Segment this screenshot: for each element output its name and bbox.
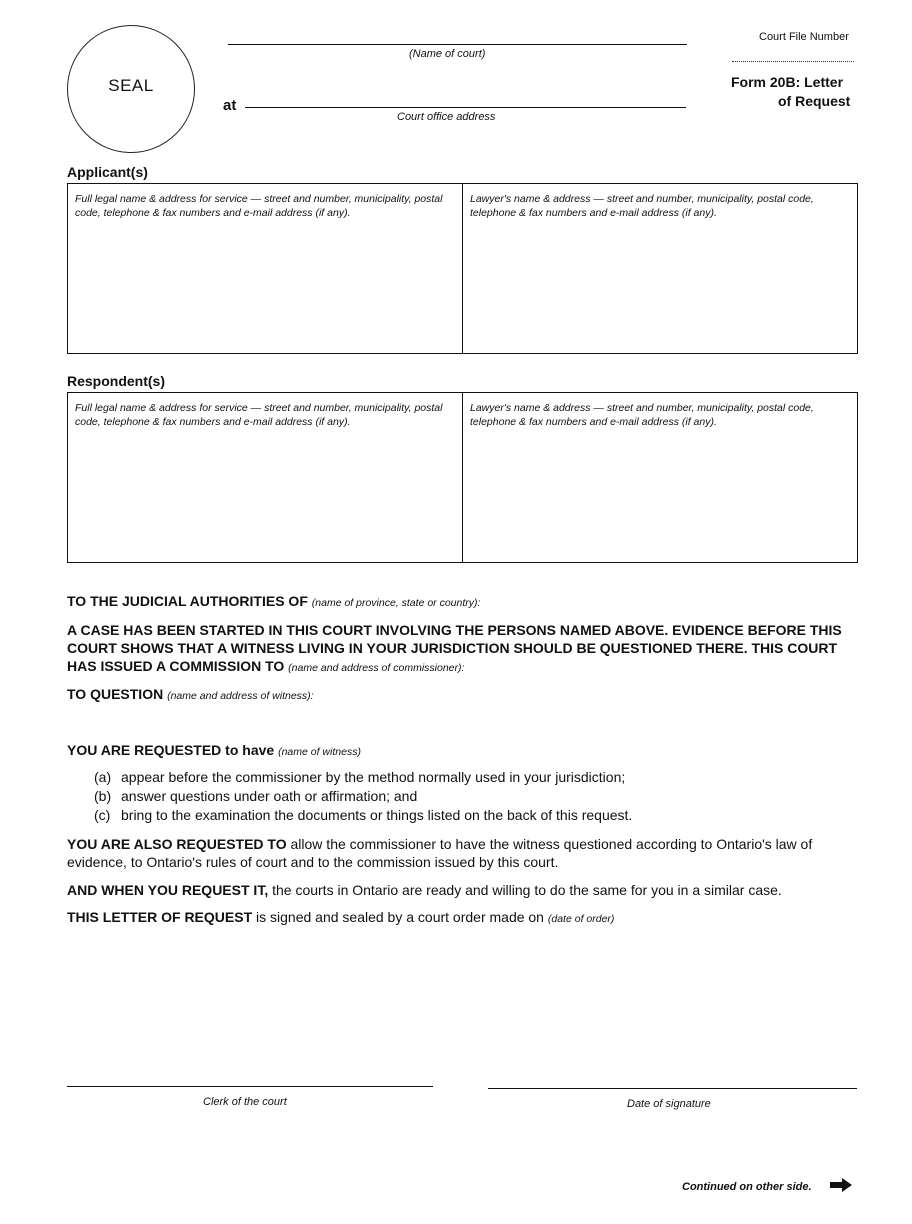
judicial-note: (name of province, state or country): <box>311 597 481 609</box>
requested-lead: YOU ARE REQUESTED to have <box>67 742 275 758</box>
respondent-address-field[interactable] <box>68 393 463 562</box>
court-name-caption: (Name of court) <box>409 48 486 60</box>
clerk-caption: Clerk of the court <box>203 1096 287 1108</box>
request-item-text: appear before the commissioner by the method normally used in your jurisdiction; <box>121 769 626 785</box>
form-title-line1: Form 20B: Letter <box>731 74 844 90</box>
respondent-lawyer-field[interactable] <box>463 393 857 562</box>
request-item-c <box>94 807 632 823</box>
applicant-address-field[interactable] <box>68 184 463 353</box>
also-requested-paragraph <box>67 835 862 871</box>
at-label: at <box>223 97 237 114</box>
court-office-line[interactable] <box>245 107 686 108</box>
applicant-lawyer-caption: Lawyer's name & address — street and number, municipality, postal code, telephone & fax numbers and e-mail address (if any). <box>470 193 814 219</box>
court-office-caption: Court office address <box>397 111 496 123</box>
respondents-title: Respondent(s) <box>67 373 165 389</box>
form-title-line2: of Request <box>778 93 851 109</box>
requested-line[interactable] <box>67 741 867 761</box>
request-item-label: (c) <box>94 807 111 823</box>
question-lead: TO QUESTION <box>67 686 164 702</box>
respondent-lawyer-caption: Lawyer's name & address — street and number, municipality, postal code, telephone & fax numbers and e-mail address (if any). <box>470 402 814 428</box>
also-lead: YOU ARE ALSO REQUESTED TO <box>67 836 287 852</box>
applicant-lawyer-field[interactable] <box>463 184 857 353</box>
case-paragraph[interactable] <box>67 621 859 677</box>
request-item-label: (a) <box>94 769 112 785</box>
seal-label: SEAL <box>108 76 154 95</box>
right-arrow-icon <box>830 1178 852 1197</box>
respondents-box <box>67 392 858 563</box>
request-item-b <box>94 788 417 804</box>
respondent-address-caption: Full legal name & address for service — street and number, municipality, postal code, telephone & fax numbers and e-mail address (if any). <box>75 402 443 428</box>
when-text: the courts in Ontario are ready and willing to do the same for you in a similar case. <box>272 882 782 898</box>
clerk-signature-line[interactable] <box>67 1086 433 1087</box>
request-item-a <box>94 769 625 785</box>
question-note: (name and address of witness): <box>167 690 314 702</box>
letter-text: is signed and sealed by a court order made on <box>256 909 544 925</box>
court-file-number-label: Court File Number <box>759 31 849 43</box>
court-file-number-field[interactable] <box>732 61 854 62</box>
date-signature-line[interactable] <box>488 1088 857 1089</box>
date-caption: Date of signature <box>627 1098 711 1110</box>
case-note: (name and address of commissioner): <box>288 662 465 674</box>
case-text: A CASE HAS BEEN STARTED IN THIS COURT INVOLVING THE PERSONS NAMED ABOVE. EVIDENCE BEFORE THIS COURT SHOWS THAT A WITNESS LIVING IN YOUR JURISDICTION SHOULD BE QUESTIONED THERE. THIS COURT HAS ISSUED A COMMISSION TO <box>67 622 842 674</box>
letter-note: (date of order) <box>547 913 615 925</box>
applicants-box <box>67 183 858 354</box>
request-item-label: (b) <box>94 788 112 804</box>
requested-note: (name of witness) <box>278 746 361 758</box>
seal-circle <box>67 25 195 153</box>
letter-lead: THIS LETTER OF REQUEST <box>67 909 253 925</box>
request-item-text: answer questions under oath or affirmation; and <box>121 788 418 804</box>
court-name-line[interactable] <box>228 44 687 45</box>
also-text: allow the commissioner to have the witness questioned according to Ontario's law of evidence, to Ontario's rules of court and to the commission issued by this court. <box>67 836 813 870</box>
when-lead: AND WHEN YOU REQUEST IT, <box>67 882 269 898</box>
applicant-address-caption: Full legal name & address for service — street and number, municipality, postal code, telephone & fax numbers and e-mail address (if any). <box>75 193 443 219</box>
when-request-paragraph <box>67 881 867 899</box>
letter-request-line[interactable] <box>67 908 867 928</box>
judicial-lead: TO THE JUDICIAL AUTHORITIES OF <box>67 593 308 609</box>
applicants-title: Applicant(s) <box>67 164 148 180</box>
question-line[interactable] <box>67 685 867 705</box>
continued-note: Continued on other side. <box>682 1181 812 1193</box>
request-item-text: bring to the examination the documents or things listed on the back of this request. <box>121 807 633 823</box>
judicial-authorities-line[interactable] <box>67 592 867 612</box>
